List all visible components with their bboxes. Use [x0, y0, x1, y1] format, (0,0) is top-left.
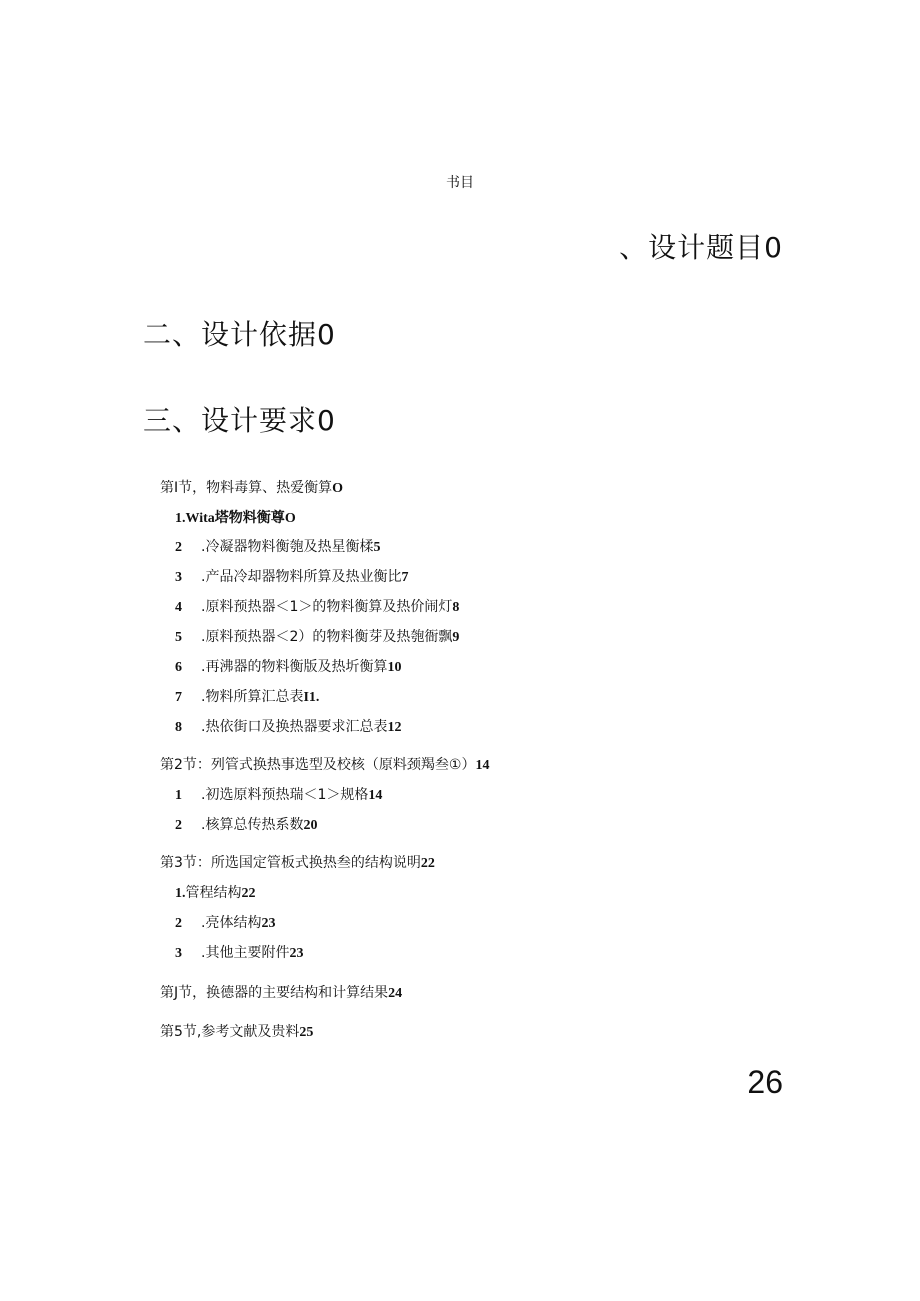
- trailing-page-number: 26: [747, 1064, 783, 1100]
- toc-item: 3 .其他主要附件23: [175, 945, 304, 961]
- toc-main-design-topic: 、设计题目0: [619, 231, 783, 264]
- toc-item: 7 .物料所算汇总表I1.: [175, 689, 320, 705]
- toc-item: 1.管程结构22: [175, 885, 256, 901]
- toc-item: 8 .热依街口及换热器要求汇总表12: [175, 719, 402, 735]
- toc-item: 2 .亮体结构23: [175, 915, 276, 931]
- toc-section-2: 第2节：列管式换热事选型及校核（原料颈羯叁①）14: [160, 757, 490, 773]
- toc-section-3: 第3节：所选国定管板式换热叁的结构说明22: [160, 855, 435, 871]
- toc-section-5: 第5节,参考文献及贵料25: [160, 1024, 314, 1040]
- toc-section-1: 第I节，物料毒算、热爱衡算O: [160, 480, 344, 496]
- toc-section-4: 第J节，换德器的主要结构和计算结果24: [160, 985, 403, 1001]
- toc-item: 5 .原料预热器＜2）的物料衡芽及热匏衙飘9: [175, 629, 460, 645]
- toc-item: 6 .再沸器的物料衡版及热圻衡算10: [175, 659, 402, 675]
- page-title: 书目: [446, 175, 474, 191]
- toc-item: 1.Wita塔物料衡尊O: [175, 511, 296, 526]
- toc-item: 3 .产品冷却器物料所算及热业衡比7: [175, 569, 409, 585]
- toc-item: 2 .核算总传热系数20: [175, 817, 318, 833]
- toc-main-design-requirements: 三、设计要求0: [143, 404, 336, 437]
- toc-item: 4 .原料预热器＜1＞的物料衡算及热价闹灯8: [175, 599, 460, 615]
- toc-main-design-basis: 二、设计依据0: [143, 318, 336, 351]
- toc-item: 2 .冷凝器物料衡匏及热星衡楺5: [175, 539, 381, 555]
- toc-item: 1 .初选原料预热瑞＜1＞规格14: [175, 787, 383, 803]
